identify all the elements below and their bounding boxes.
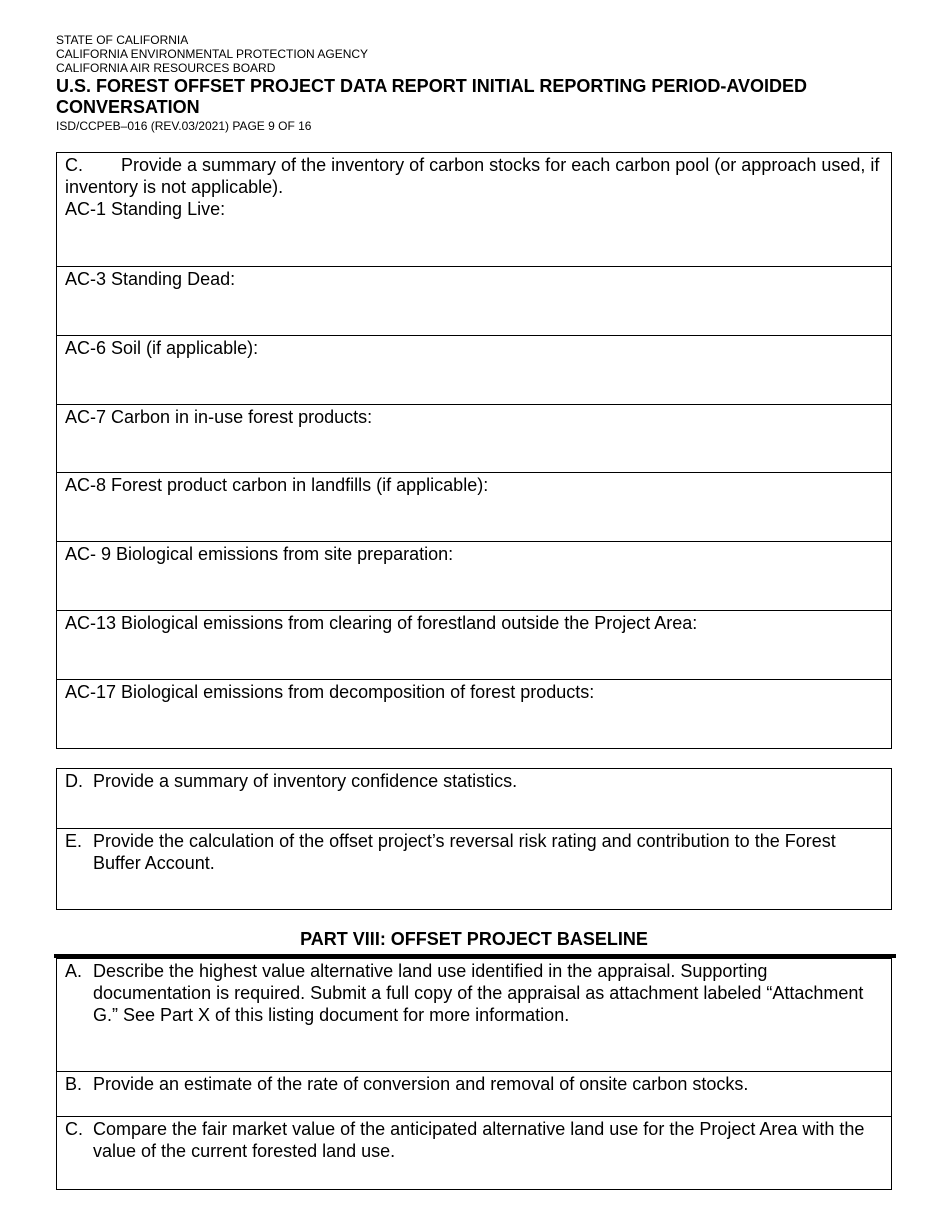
part-viii-item-c bbox=[65, 1118, 883, 1162]
agency-line-carb: CALIFORNIA AIR RESOURCES BOARD bbox=[56, 61, 276, 75]
pool-label-ac1: AC-1 Standing Live: bbox=[65, 199, 226, 219]
part-viii-a-text: Describe the highest value alternative land use identified in the appraisal. Supporting documentation is required. Submit a full copy of the appraisal as attachment labeled “Attachment G.” See Part X of this listing document for more information. bbox=[93, 961, 864, 1025]
pool-label-ac8: AC-8 Forest product carbon in landfills (if applicable): bbox=[65, 475, 489, 495]
part-viii-b-letter: B. bbox=[65, 1074, 83, 1094]
section-c-row-ac6[interactable] bbox=[57, 336, 891, 405]
section-d-letter: D. bbox=[65, 771, 83, 791]
part-viii-c-text: Compare the fair market value of the anticipated alternative land use for the Project Area with the value of the current forested land use. bbox=[93, 1119, 865, 1161]
part-viii-row-c[interactable] bbox=[57, 1117, 891, 1189]
section-e-letter: E. bbox=[65, 831, 83, 851]
section-d-text: Provide a summary of inventory confidence statistics. bbox=[93, 771, 518, 791]
part-viii-row-b[interactable] bbox=[57, 1072, 891, 1117]
pool-label-ac13: AC-13 Biological emissions from clearing of forestland outside the Project Area: bbox=[65, 613, 698, 633]
section-e-item bbox=[65, 830, 883, 874]
section-c-row-ac1[interactable] bbox=[57, 153, 891, 267]
part-viii-b-text: Provide an estimate of the rate of conversion and removal of onsite carbon stocks. bbox=[93, 1074, 749, 1094]
section-c-intro bbox=[65, 154, 883, 198]
agency-line-calepa: CALIFORNIA ENVIRONMENTAL PROTECTION AGENCY bbox=[56, 47, 369, 61]
pool-label-ac9: AC- 9 Biological emissions from site preparation: bbox=[65, 544, 454, 564]
offset-project-baseline-table bbox=[56, 958, 892, 1190]
section-c-letter: C. bbox=[65, 155, 83, 175]
pool-label-ac7: AC-7 Carbon in in-use forest products: bbox=[65, 407, 373, 427]
section-c-row-ac17[interactable] bbox=[57, 680, 891, 748]
part-viii-c-letter: C. bbox=[65, 1119, 83, 1139]
section-d-row[interactable] bbox=[57, 769, 891, 829]
pool-label-ac6: AC-6 Soil (if applicable): bbox=[65, 338, 259, 358]
section-c-row-ac3[interactable] bbox=[57, 267, 891, 336]
section-c-row-ac8[interactable] bbox=[57, 473, 891, 542]
pool-label-ac17: AC-17 Biological emissions from decomposition of forest products: bbox=[65, 682, 595, 702]
part-viii-a-letter: A. bbox=[65, 961, 83, 981]
part-viii-row-a[interactable] bbox=[57, 959, 891, 1072]
section-d-item bbox=[65, 770, 883, 792]
section-c-intro-text: Provide a summary of the inventory of carbon stocks for each carbon pool (or approach used, if inventory is not applicable). bbox=[65, 155, 880, 197]
section-c-row-ac13[interactable] bbox=[57, 611, 891, 680]
pool-label-ac3: AC-3 Standing Dead: bbox=[65, 269, 236, 289]
part-viii-item-b bbox=[65, 1073, 883, 1095]
agency-line-state: STATE OF CALIFORNIA bbox=[56, 33, 189, 47]
form-header bbox=[56, 33, 896, 133]
section-c-row-ac9[interactable] bbox=[57, 542, 891, 611]
confidence-and-risk-table bbox=[56, 768, 892, 910]
section-e-row[interactable] bbox=[57, 829, 891, 909]
section-c-row-ac7[interactable] bbox=[57, 405, 891, 473]
part-viii-heading: PART VIII: OFFSET PROJECT BASELINE bbox=[300, 929, 648, 949]
part-viii-item-a bbox=[65, 960, 883, 1026]
section-e-text: Provide the calculation of the offset project’s reversal risk rating and contribution to the Forest Buffer Account. bbox=[93, 831, 836, 873]
carbon-stocks-table bbox=[56, 152, 892, 749]
form-id-page-number: ISD/CCPEB–016 (REV.03/2021) PAGE 9 OF 16 bbox=[56, 119, 312, 133]
document-title: U.S. FOREST OFFSET PROJECT DATA REPORT INITIAL REPORTING PERIOD-AVOIDED CONVERSATION bbox=[56, 76, 808, 117]
